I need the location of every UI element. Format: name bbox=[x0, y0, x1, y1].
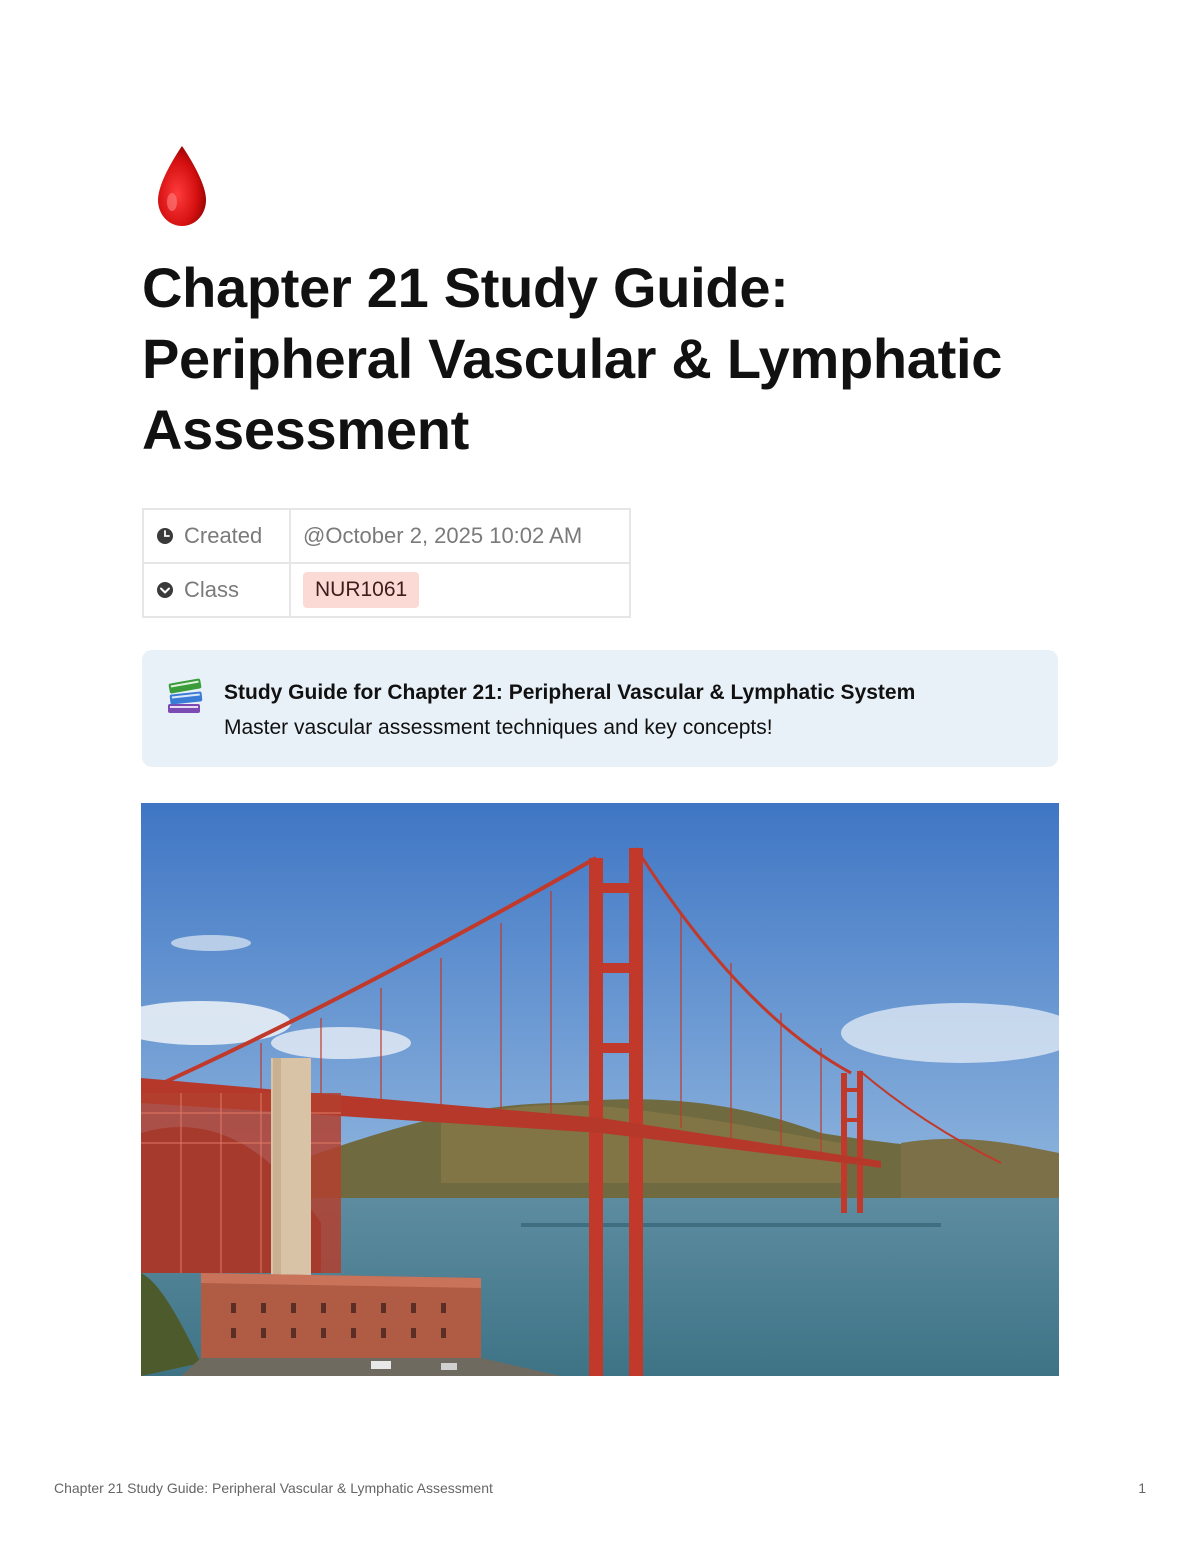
blood-drop-icon bbox=[150, 142, 214, 230]
property-key-class bbox=[143, 563, 290, 617]
callout-body: Master vascular assessment techniques and key concepts! bbox=[224, 716, 773, 739]
class-value-cell[interactable] bbox=[290, 563, 630, 617]
callout-title: Study Guide for Chapter 21: Peripheral Vascular & Lymphatic System bbox=[224, 681, 916, 704]
class-tag[interactable]: NUR1061 bbox=[303, 572, 419, 608]
footer-doc-title: Chapter 21 Study Guide: Peripheral Vascular & Lymphatic Assessment bbox=[54, 1480, 493, 1496]
page-title bbox=[142, 252, 1082, 465]
books-icon bbox=[166, 676, 204, 716]
title-line-1: Chapter 21 Study Guide: bbox=[142, 256, 789, 319]
properties-table bbox=[142, 508, 631, 618]
property-key-created bbox=[143, 509, 290, 563]
property-row-created bbox=[143, 509, 630, 563]
select-icon bbox=[156, 581, 174, 599]
created-value[interactable]: @October 2, 2025 10:02 AM bbox=[290, 509, 630, 563]
title-line-2: Peripheral Vascular & Lymphatic bbox=[142, 327, 1003, 390]
title-line-3: Assessment bbox=[142, 398, 469, 461]
footer-page-number: 1 bbox=[1138, 1480, 1146, 1496]
class-label: Class bbox=[184, 577, 240, 602]
callout bbox=[142, 650, 1058, 767]
golden-gate-bridge-photo[interactable] bbox=[141, 803, 1059, 1376]
clock-icon bbox=[156, 527, 174, 545]
created-label: Created bbox=[184, 523, 263, 548]
property-row-class bbox=[143, 563, 630, 617]
